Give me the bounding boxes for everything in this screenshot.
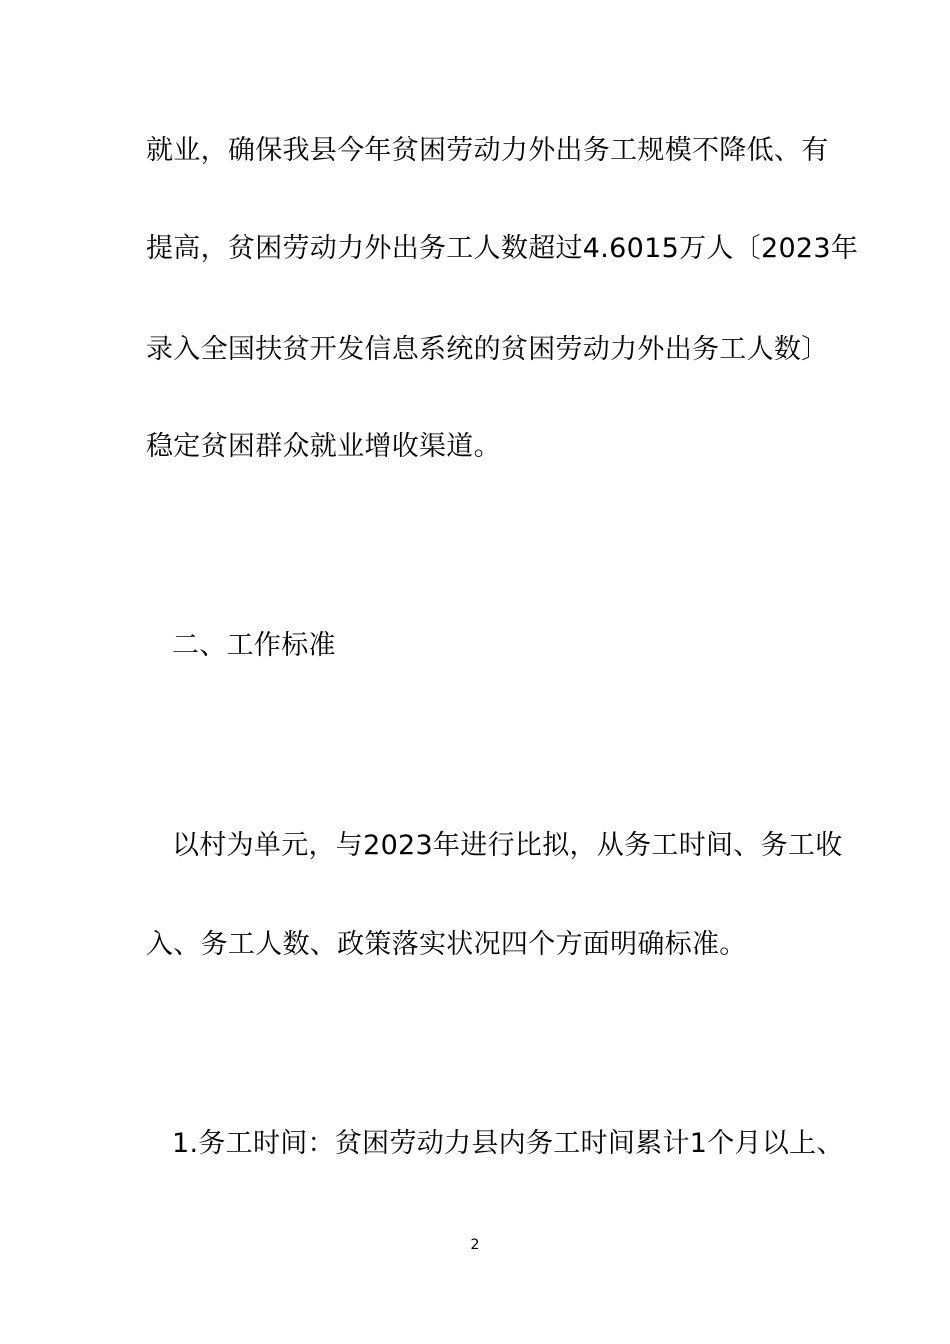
paragraph-1-line-3: 录入全国扶贫开发信息系统的贫困劳动力外出务工人数〕 xyxy=(146,334,829,365)
paragraph-2-line-1: 以村为单元，与2023年进行比拟，从务工时间、务工收 xyxy=(172,830,843,861)
section-heading: 二、工作标准 xyxy=(172,630,336,661)
paragraph-1-line-4: 稳定贫困群众就业增收渠道。 xyxy=(146,431,501,462)
paragraph-3-line-1: 1.务工时间：贫困劳动力县内务工时间累计1个月以上、 xyxy=(172,1128,844,1159)
paragraph-1-line-2: 提高，贫困劳动力外出务工人数超过4.6015万人〔2023年 xyxy=(146,233,859,264)
paragraph-2-line-2: 入、务工人数、政策落实状况四个方面明确标准。 xyxy=(146,929,747,960)
page-number: 2 xyxy=(470,1237,480,1253)
paragraph-1-line-1: 就业，确保我县今年贫困劳动力外出务工规模不降低、有 xyxy=(146,135,829,166)
